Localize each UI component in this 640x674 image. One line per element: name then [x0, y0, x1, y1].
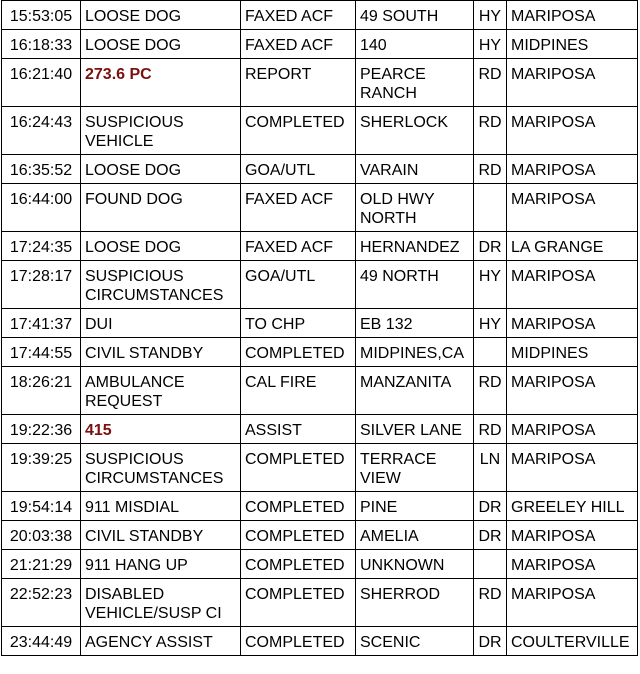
nature-cell-line: CIVIL STANDBY — [85, 345, 204, 362]
disposition-cell: COMPLETED — [241, 107, 356, 155]
nature-cell — [81, 550, 241, 579]
street-cell-line: NORTH — [360, 210, 417, 227]
nature-cell-line: CIVIL STANDBY — [85, 528, 204, 545]
disposition-cell: COMPLETED — [241, 338, 356, 367]
street-cell — [356, 550, 474, 579]
nature-cell-line: DUI — [85, 316, 113, 333]
street-suffix-cell: LN — [474, 444, 507, 492]
nature-cell-line: SUSPICIOUS — [85, 451, 184, 468]
city-cell: MARIPOSA — [507, 309, 638, 338]
city-cell: MIDPINES — [507, 338, 638, 367]
nature-cell-line: VEHICLE — [85, 133, 154, 150]
street-suffix-cell: RD — [474, 367, 507, 415]
disposition-cell: FAXED ACF — [241, 184, 356, 232]
street-cell-line: SILVER LANE — [360, 422, 462, 439]
street-cell — [356, 232, 474, 261]
disposition-cell: GOA/UTL — [241, 155, 356, 184]
disposition-cell: CAL FIRE — [241, 367, 356, 415]
street-cell — [356, 309, 474, 338]
table-row — [2, 309, 638, 338]
city-cell: GREELEY HILL — [507, 492, 638, 521]
nature-cell-line: LOOSE DOG — [85, 239, 182, 256]
street-suffix-cell — [474, 338, 507, 367]
street-cell — [356, 59, 474, 107]
nature-cell — [81, 415, 241, 444]
street-cell — [356, 492, 474, 521]
table-row — [2, 492, 638, 521]
street-cell — [356, 444, 474, 492]
time-cell: 21:21:29 — [2, 550, 81, 579]
disposition-cell: COMPLETED — [241, 550, 356, 579]
street-cell-line: SCENIC — [360, 634, 421, 651]
nature-cell — [81, 338, 241, 367]
time-cell: 16:35:52 — [2, 155, 81, 184]
city-cell: MIDPINES — [507, 30, 638, 59]
disposition-cell: ASSIST — [241, 415, 356, 444]
street-cell-line: VIEW — [360, 470, 401, 487]
nature-cell — [81, 155, 241, 184]
street-suffix-cell: RD — [474, 107, 507, 155]
street-suffix-cell — [474, 184, 507, 232]
nature-cell — [81, 30, 241, 59]
table-row — [2, 232, 638, 261]
city-cell: MARIPOSA — [507, 261, 638, 309]
city-cell: MARIPOSA — [507, 184, 638, 232]
street-suffix-cell: HY — [474, 261, 507, 309]
table-row — [2, 367, 638, 415]
time-cell: 22:52:23 — [2, 579, 81, 627]
street-suffix-cell: DR — [474, 627, 507, 656]
time-cell: 23:44:49 — [2, 627, 81, 656]
disposition-cell: FAXED ACF — [241, 1, 356, 30]
time-cell: 20:03:38 — [2, 521, 81, 550]
table-row — [2, 184, 638, 232]
time-cell: 19:22:36 — [2, 415, 81, 444]
nature-cell-line: 415 — [85, 422, 112, 439]
street-cell — [356, 338, 474, 367]
nature-cell-line: REQUEST — [85, 393, 163, 410]
call-log-table — [1, 0, 638, 656]
street-cell-line: 49 NORTH — [360, 268, 439, 285]
nature-cell — [81, 627, 241, 656]
table-row — [2, 30, 638, 59]
street-cell — [356, 415, 474, 444]
street-cell — [356, 30, 474, 59]
disposition-cell: COMPLETED — [241, 444, 356, 492]
city-cell: LA GRANGE — [507, 232, 638, 261]
street-suffix-cell — [474, 550, 507, 579]
city-cell: MARIPOSA — [507, 521, 638, 550]
street-cell-line: MIDPINES,CA — [360, 345, 465, 362]
table-row — [2, 444, 638, 492]
nature-cell-line: 911 MISDIAL — [85, 499, 179, 516]
nature-cell-line: CIRCUMSTANCES — [85, 470, 224, 487]
disposition-cell: REPORT — [241, 59, 356, 107]
disposition-cell: TO CHP — [241, 309, 356, 338]
nature-cell — [81, 309, 241, 338]
street-suffix-cell: HY — [474, 30, 507, 59]
nature-cell — [81, 579, 241, 627]
disposition-cell: COMPLETED — [241, 521, 356, 550]
street-cell — [356, 107, 474, 155]
city-cell: MARIPOSA — [507, 550, 638, 579]
table-row — [2, 107, 638, 155]
street-cell-line: SHERLOCK — [360, 114, 449, 131]
city-cell: MARIPOSA — [507, 155, 638, 184]
table-row — [2, 261, 638, 309]
street-cell-line: TERRACE — [360, 451, 437, 468]
street-suffix-cell: RD — [474, 579, 507, 627]
street-cell-line: VARAIN — [360, 162, 419, 179]
street-cell-line: 49 SOUTH — [360, 8, 439, 25]
city-cell: MARIPOSA — [507, 367, 638, 415]
nature-cell — [81, 367, 241, 415]
time-cell: 17:41:37 — [2, 309, 81, 338]
disposition-cell: FAXED ACF — [241, 232, 356, 261]
table-row — [2, 155, 638, 184]
street-suffix-cell: HY — [474, 1, 507, 30]
street-cell — [356, 261, 474, 309]
nature-cell-line: SUSPICIOUS — [85, 268, 184, 285]
nature-cell-line: LOOSE DOG — [85, 37, 182, 54]
nature-cell — [81, 59, 241, 107]
nature-cell — [81, 1, 241, 30]
city-cell: COULTERVILLE — [507, 627, 638, 656]
table-row — [2, 627, 638, 656]
city-cell: MARIPOSA — [507, 59, 638, 107]
street-cell-line: PINE — [360, 499, 398, 516]
nature-cell — [81, 107, 241, 155]
nature-cell-line: 911 HANG UP — [85, 557, 188, 574]
time-cell: 17:44:55 — [2, 338, 81, 367]
nature-cell-line: LOOSE DOG — [85, 8, 182, 25]
nature-cell-line: AGENCY ASSIST — [85, 634, 213, 651]
nature-cell — [81, 492, 241, 521]
table-row — [2, 579, 638, 627]
street-cell — [356, 367, 474, 415]
nature-cell-line: SUSPICIOUS — [85, 114, 184, 131]
street-cell — [356, 521, 474, 550]
street-cell-line: OLD HWY — [360, 191, 435, 208]
nature-cell — [81, 444, 241, 492]
city-cell: MARIPOSA — [507, 444, 638, 492]
time-cell: 19:54:14 — [2, 492, 81, 521]
call-log-body — [2, 1, 638, 656]
time-cell: 16:18:33 — [2, 30, 81, 59]
nature-cell-line: LOOSE DOG — [85, 162, 182, 179]
street-cell — [356, 1, 474, 30]
street-suffix-cell: DR — [474, 521, 507, 550]
street-suffix-cell: DR — [474, 232, 507, 261]
street-cell-line: PEARCE — [360, 66, 426, 83]
street-cell-line: UNKNOWN — [360, 557, 445, 574]
street-cell — [356, 627, 474, 656]
disposition-cell: FAXED ACF — [241, 30, 356, 59]
city-cell: MARIPOSA — [507, 415, 638, 444]
street-suffix-cell: DR — [474, 492, 507, 521]
street-cell-line: SHERROD — [360, 586, 441, 603]
disposition-cell: COMPLETED — [241, 492, 356, 521]
disposition-cell: COMPLETED — [241, 627, 356, 656]
table-row — [2, 415, 638, 444]
nature-cell — [81, 521, 241, 550]
table-row — [2, 1, 638, 30]
street-cell-line: HERNANDEZ — [360, 239, 460, 256]
street-cell-line: AMELIA — [360, 528, 419, 545]
street-cell-line: 140 — [360, 37, 387, 54]
street-cell-line: RANCH — [360, 85, 417, 102]
street-cell-line: EB 132 — [360, 316, 413, 333]
nature-cell-line: AMBULANCE — [85, 374, 185, 391]
time-cell: 17:24:35 — [2, 232, 81, 261]
table-row — [2, 59, 638, 107]
time-cell: 15:53:05 — [2, 1, 81, 30]
table-row — [2, 338, 638, 367]
time-cell: 18:26:21 — [2, 367, 81, 415]
nature-cell-line: DISABLED — [85, 586, 165, 603]
nature-cell-line: FOUND DOG — [85, 191, 183, 208]
time-cell: 19:39:25 — [2, 444, 81, 492]
nature-cell — [81, 261, 241, 309]
disposition-cell: COMPLETED — [241, 579, 356, 627]
street-suffix-cell: RD — [474, 155, 507, 184]
time-cell: 17:28:17 — [2, 261, 81, 309]
table-row — [2, 521, 638, 550]
nature-cell — [81, 232, 241, 261]
street-suffix-cell: HY — [474, 309, 507, 338]
time-cell: 16:24:43 — [2, 107, 81, 155]
street-cell — [356, 579, 474, 627]
nature-cell-line: 273.6 PC — [85, 66, 152, 83]
street-cell — [356, 155, 474, 184]
table-row — [2, 550, 638, 579]
nature-cell-line: CIRCUMSTANCES — [85, 287, 224, 304]
city-cell: MARIPOSA — [507, 579, 638, 627]
street-cell-line: MANZANITA — [360, 374, 452, 391]
city-cell: MARIPOSA — [507, 1, 638, 30]
city-cell: MARIPOSA — [507, 107, 638, 155]
street-suffix-cell: RD — [474, 59, 507, 107]
street-suffix-cell: RD — [474, 415, 507, 444]
disposition-cell: GOA/UTL — [241, 261, 356, 309]
time-cell: 16:44:00 — [2, 184, 81, 232]
nature-cell-line: VEHICLE/SUSP CI — [85, 605, 222, 622]
street-cell — [356, 184, 474, 232]
time-cell: 16:21:40 — [2, 59, 81, 107]
nature-cell — [81, 184, 241, 232]
